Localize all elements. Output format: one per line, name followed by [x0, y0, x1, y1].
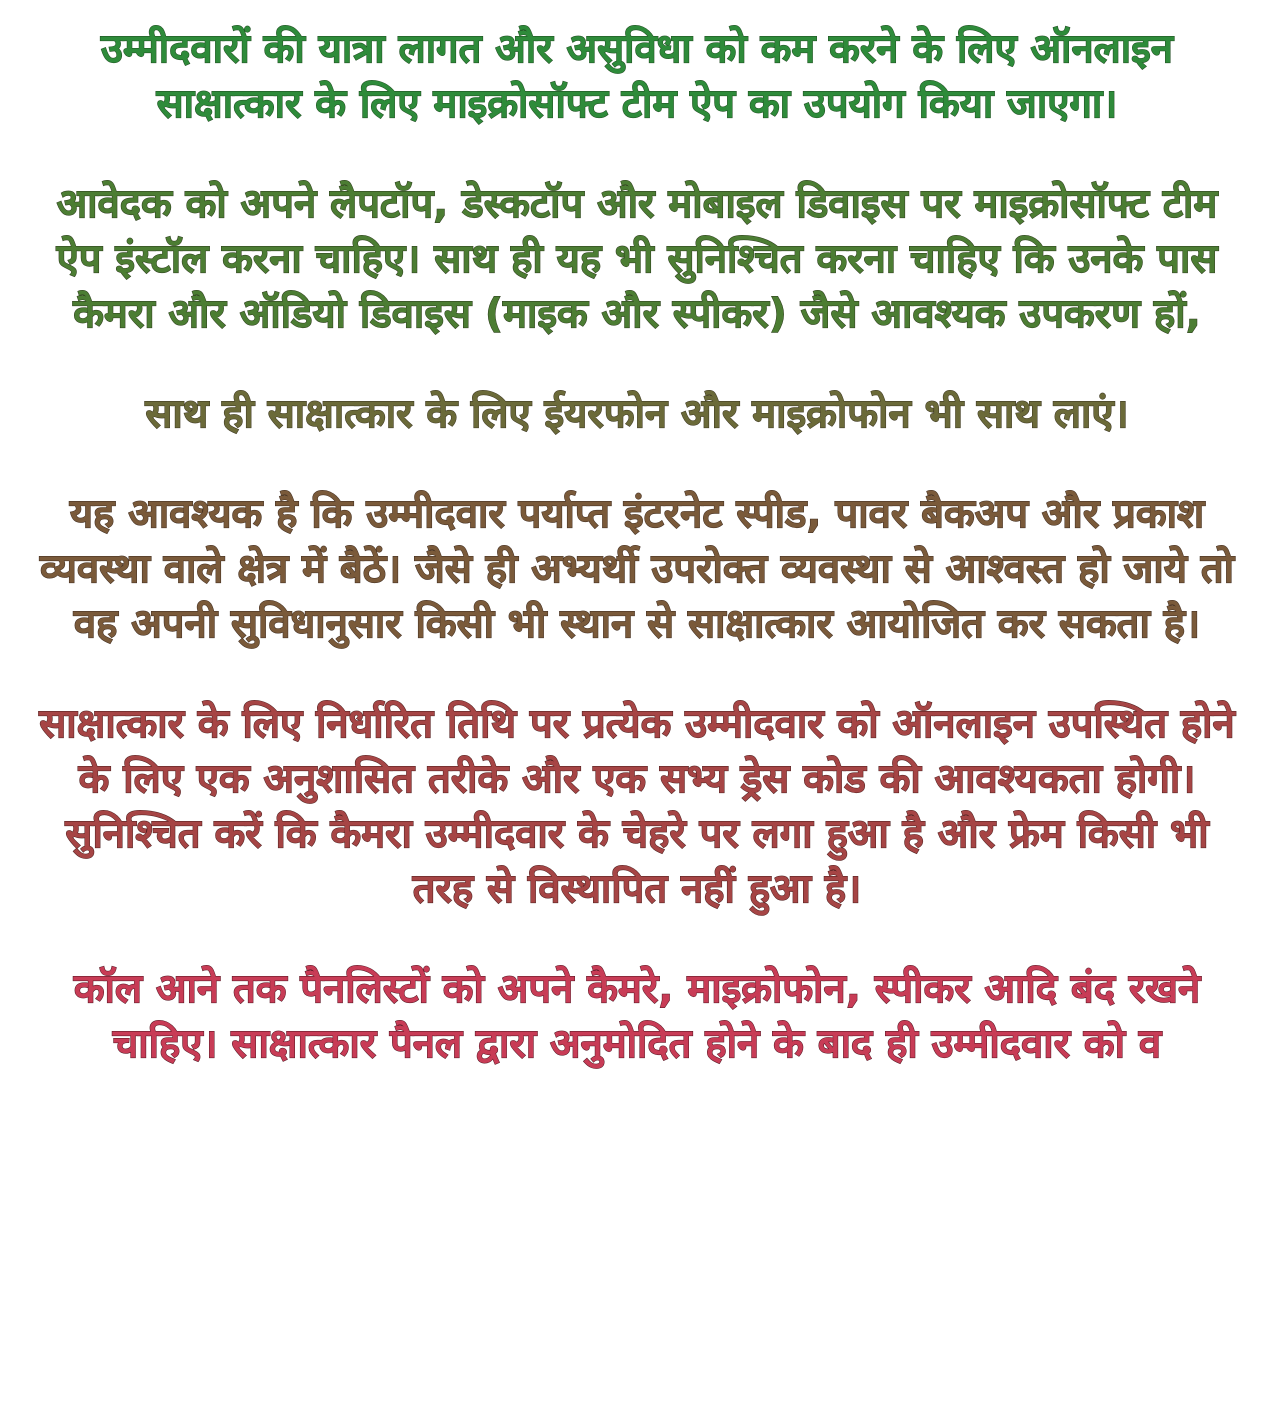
paragraph-bring-earphones: साथ ही साक्षात्कार के लिए ईयरफोन और माइक्रोफोन भी साथ लाएं। [145, 391, 1129, 437]
paragraph-panelist-instructions: कॉल आने तक पैनलिस्टों को अपने कैमरे, माइक्रोफोन, स्पीकर आदि बंद रखने चाहिए। साक्षात्कार पैनल द्वारा अनुमोदित होने के बाद ही उम्मीदवार को व [73, 966, 1201, 1067]
paragraph-install-requirements: आवेदक को अपने लैपटॉप, डेस्कटॉप और मोबाइल डिवाइस पर माइक्रोसॉफ्ट टीम ऐप इंस्टॉल करना चाहिए। साथ ही यह भी सुनिश्चित करना चाहिए कि उनके पास कैमरा और ऑडियो डिवाइस (माइक और स्पीकर) जैसे आवश्यक उपकरण हों, [56, 181, 1218, 337]
paragraph-internet-location: यह आवश्यक है कि उम्मीदवार पर्याप्त इंटरनेट स्पीड, पावर बैकअप और प्रकाश व्यवस्था वाले क्षेत्र में बैठें। जैसे ही अभ्यर्थी उपरोक्त व्यवस्था से आश्वस्त हो जाये तो वह अपनी सुविधानुसार किसी भी स्थान से साक्षात्कार आयोजित कर सकता है। [40, 491, 1234, 647]
paragraph-teams-app-usage: उम्मीदवारों की यात्रा लागत और असुविधा को कम करने के लिए ऑनलाइन साक्षात्कार के लिए माइक्रोसॉफ्ट टीम ऐप का उपयोग किया जाएगा। [101, 26, 1173, 127]
paragraph-interview-conduct: साक्षात्कार के लिए निर्धारित तिथि पर प्रत्येक उम्मीदवार को ऑनलाइन उपस्थित होने के लिए एक अनुशासित तरीके और एक सभ्य ड्रेस कोड की आवश्यकता होगी। सुनिश्चित करें कि कैमरा उम्मीदवार के चेहरे पर लगा हुआ है और फ्रेम किसी भी तरह से विस्थापित नहीं हुआ है। [39, 701, 1235, 912]
